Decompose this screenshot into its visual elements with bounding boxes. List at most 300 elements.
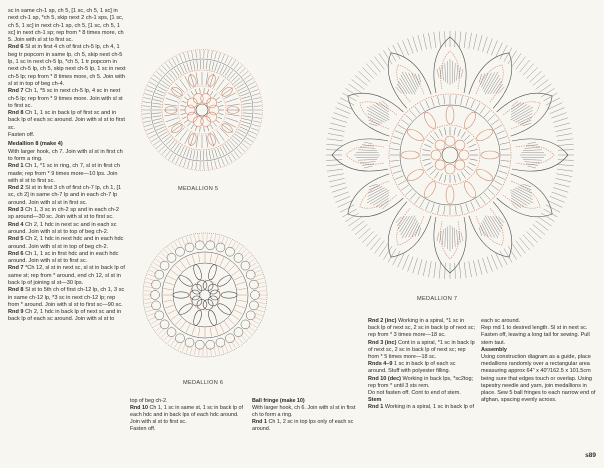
stitch-mark	[214, 235, 215, 243]
stitch-mark	[426, 100, 430, 108]
petal-stitch	[373, 195, 390, 205]
stitch-mark	[212, 150, 214, 159]
chain-loop	[155, 270, 164, 279]
stitch-mark	[333, 192, 348, 197]
chain-loop	[234, 328, 243, 337]
stitch-mark	[222, 88, 233, 96]
petal-stitch	[523, 182, 531, 188]
stitch-mark	[223, 146, 228, 154]
stitch-mark	[497, 176, 505, 180]
petal-stitch	[378, 102, 389, 109]
stitch-mark	[143, 98, 151, 100]
popcorn-stitch	[446, 186, 454, 204]
stitch-mark	[180, 65, 184, 73]
stitch-mark	[226, 118, 238, 122]
stitch-mark	[234, 151, 239, 157]
stitch-mark	[153, 119, 162, 121]
stitch-mark	[253, 102, 261, 103]
stitch-mark	[244, 141, 250, 146]
popcorn-oval	[177, 274, 194, 289]
petal-stitch	[457, 230, 458, 246]
stitch-mark	[332, 187, 347, 192]
popcorn-stitch	[216, 302, 233, 317]
stitch-mark	[434, 172, 438, 179]
petal-stitch	[454, 228, 455, 247]
stitch-mark	[398, 181, 406, 186]
petal-stitch	[360, 162, 376, 163]
popcorn-oval	[422, 180, 438, 200]
stitch-mark	[192, 255, 195, 264]
instruction-text: sc in same ch-1 sp, ch 5, [1 sc, ch 5, 1 sc] in next ch-1 sp, *ch 5, skip next 2 ch-1 sps, [1 sc, ch 5, 1 sc] in next ch-1 sp, ch 5, [1 sc, ch 5, 1 sc] in next ch-1 sp; rep from * 8 times more, ch 5. Join with sl st to first sc.	[8, 8, 124, 44]
stitch-mark	[418, 259, 422, 274]
stitch-mark	[470, 150, 478, 152]
popcorn-oval	[207, 309, 218, 326]
stitch-mark	[217, 148, 220, 156]
stitch-mark	[158, 329, 164, 334]
stitch-mark	[224, 261, 229, 268]
stitch-mark	[239, 68, 245, 74]
stitch-mark	[159, 68, 165, 74]
stitch-mark	[415, 106, 420, 113]
stitch-mark	[558, 144, 574, 145]
row-text: Ch 1, 1 sc in same st, 1 sc in back lp of each hdc and in back lps of each hdc around. Join with sl st to first sc.	[130, 405, 243, 425]
stitch-mark	[256, 310, 264, 312]
petal-stitch	[360, 147, 376, 148]
stitch-mark	[251, 89, 259, 92]
stitch-mark	[164, 300, 173, 301]
stitch-mark	[151, 266, 158, 270]
stitch-mark	[395, 131, 403, 135]
stitch-mark	[558, 164, 574, 165]
stitch-mark	[238, 337, 243, 343]
stitch-mark	[187, 160, 189, 168]
instruction-row	[130, 405, 246, 426]
instruction-row	[368, 376, 475, 390]
stitch-mark	[175, 265, 181, 271]
stitch-mark	[254, 106, 262, 107]
stitch-mark	[533, 75, 545, 85]
stitch-mark	[366, 64, 377, 76]
stitch-mark	[469, 33, 472, 49]
stitch-mark	[375, 241, 385, 254]
petal	[467, 201, 523, 266]
stitch-mark	[439, 263, 440, 279]
stitch-mark	[461, 96, 463, 105]
stitch-mark	[210, 254, 211, 263]
stitch-mark	[176, 157, 180, 164]
popcorn-stitch	[446, 106, 454, 124]
stitch-mark	[467, 139, 474, 143]
stitch-mark	[526, 67, 537, 78]
row-label: Rnd 6	[8, 44, 24, 51]
petal-stitch	[399, 78, 409, 95]
stitch-mark	[243, 332, 249, 338]
stitch-mark	[217, 79, 225, 90]
row-text: Ch 1, *5 sc in next ch-5 lp, 4 sc in next ch-5 lp; rep from * 9 times more. Join with sl st to first sc.	[8, 88, 123, 109]
stitch-mark	[213, 132, 219, 144]
stitch-mark	[168, 310, 176, 314]
stitch-mark	[207, 126, 209, 131]
popcorn-oval	[462, 180, 478, 200]
stitch-mark	[168, 153, 172, 160]
stitch-mark	[246, 256, 252, 261]
petal-stitch	[523, 122, 531, 128]
popcorn-stitch	[177, 274, 194, 289]
row-label: Rnd 1	[252, 419, 267, 425]
stitch-mark	[204, 127, 205, 132]
stitch-mark	[553, 187, 568, 192]
instruction-row	[8, 110, 126, 132]
stitch-mark	[217, 64, 220, 72]
stitch-mark	[551, 192, 566, 197]
row-label: Rnd 8	[8, 110, 24, 117]
chain-loop	[249, 280, 258, 289]
stitch-round	[143, 233, 267, 357]
stitch-mark	[238, 87, 246, 91]
stitch-mark	[431, 204, 434, 213]
stitch-mark	[461, 205, 463, 214]
stitch-mark	[491, 255, 497, 270]
petal-stitch	[511, 195, 528, 205]
stitch-mark	[257, 287, 265, 288]
chain-loop	[206, 241, 215, 250]
section-heading: Stem	[368, 397, 382, 404]
stitch-mark	[459, 31, 460, 47]
stitch-mark	[216, 120, 220, 123]
petal-stitch	[523, 150, 542, 151]
stitch-mark	[146, 89, 154, 92]
petal-stitch	[364, 166, 373, 168]
stitch-mark	[500, 143, 509, 145]
stitch-mark	[526, 231, 537, 242]
stitch-mark	[210, 328, 211, 337]
stitch-mark	[182, 101, 187, 103]
stitch-mark	[143, 102, 151, 103]
row-label: Rnd 7	[8, 88, 24, 95]
petal-stitch	[454, 63, 455, 82]
row-text: Ch 1, *1 sc in ring, ch 7, sl st in first ch made; rep from * 9 times more—10 lps. Join with sl st to first sc.	[8, 163, 120, 184]
popcorn-stitch	[475, 167, 495, 183]
chain-loop	[176, 247, 185, 256]
bottom-column-a	[130, 398, 246, 433]
instruction-row	[8, 222, 126, 237]
stitch-mark	[166, 98, 178, 102]
stitch-mark	[370, 238, 380, 250]
stitch-mark	[439, 31, 440, 47]
instruction-row	[8, 163, 126, 185]
stitch-mark	[155, 124, 163, 127]
stitch-mark	[458, 129, 461, 136]
popcorn-stitch	[422, 180, 438, 200]
stitch-mark	[488, 189, 495, 195]
stitch-mark	[464, 32, 466, 48]
stitch-mark	[172, 58, 176, 65]
stitch-mark	[413, 258, 418, 273]
stitch-mark	[393, 171, 402, 174]
chain-loop	[195, 340, 204, 349]
instruction-text: With larger hook, ch 6. Join with sl st in first ch to form a ring.	[252, 405, 356, 418]
chain-loop	[185, 338, 194, 347]
stitch-mark	[415, 196, 420, 203]
stitch-mark	[215, 160, 217, 168]
petal-stitch	[511, 104, 528, 114]
stitch-mark	[410, 193, 416, 200]
petal-stitch	[373, 104, 390, 114]
stitch-mark	[246, 329, 252, 334]
petal-stitch	[402, 72, 415, 95]
chain-loop	[209, 105, 219, 115]
stitch-mark	[401, 120, 408, 125]
stitch-mark	[190, 61, 192, 70]
stitch-mark	[424, 163, 431, 166]
page-number: s89	[585, 452, 596, 459]
stitch-mark	[461, 132, 465, 139]
petal-stitch	[498, 86, 504, 94]
instruction-row	[8, 88, 126, 110]
row-text: Working in a spiral, 1 sc in back lp of	[384, 404, 474, 411]
stitch-mark	[469, 261, 472, 277]
instruction-row	[8, 287, 126, 309]
stitch-mark	[398, 125, 406, 130]
stitch-mark	[558, 150, 574, 151]
stitch-mark	[424, 144, 431, 147]
stitch-mark	[154, 96, 163, 98]
stitch-mark	[332, 118, 347, 123]
stitch-mark	[466, 98, 469, 107]
stitch-mark	[153, 75, 159, 80]
stitch-mark	[243, 253, 249, 259]
instruction-row	[252, 419, 360, 433]
stitch-mark	[151, 78, 158, 82]
stitch-mark	[235, 244, 239, 251]
stitch-mark	[227, 104, 240, 106]
stitch-mark	[467, 166, 474, 170]
stitch-mark	[554, 183, 569, 187]
instruction-text: each sc around.	[481, 318, 521, 324]
row-text: Ch 1, 3 sc in ch-2 sp and in each ch-2 sp around—30 sc. Join with sl st to first sc.	[8, 207, 120, 221]
row-text: Ch 2, 1 hdc in next sc and in each sc around. Join with sl st to top of beg ch-2.	[8, 221, 117, 235]
stitch-mark	[220, 147, 224, 155]
popcorn-stitch	[406, 127, 426, 143]
stitch-mark	[146, 278, 154, 280]
stitch-mark	[152, 107, 161, 108]
row-label: Rnd 2	[8, 185, 24, 192]
stitch-mark	[146, 310, 154, 312]
stitch-mark	[156, 90, 164, 94]
stitch-mark	[237, 65, 242, 71]
stitch-mark	[153, 263, 160, 267]
chain-loop	[152, 301, 161, 310]
stitch-mark	[162, 149, 167, 155]
stitch-mark	[197, 151, 198, 160]
stitch-mark	[405, 115, 412, 121]
petal-stitch	[511, 101, 519, 107]
popcorn-oval	[216, 302, 233, 317]
stitch-mark	[423, 34, 426, 50]
stitch-mark	[145, 287, 153, 288]
stitch-mark	[175, 318, 181, 324]
stitch-mark	[254, 114, 262, 115]
stitch-mark	[237, 132, 245, 137]
stitch-mark	[180, 261, 185, 268]
stitch-mark	[178, 343, 182, 350]
stitch-mark	[557, 169, 573, 171]
chain-loop	[455, 140, 465, 150]
petal-stitch	[367, 190, 390, 203]
stitch-mark	[180, 105, 185, 106]
stitch-mark	[195, 126, 197, 131]
petal	[377, 201, 433, 266]
stitch-mark	[252, 320, 259, 324]
stitch-mark	[238, 129, 246, 133]
stitch-mark	[171, 270, 178, 275]
stitch-mark	[144, 299, 152, 300]
stitch-mark	[500, 251, 507, 265]
stitch-mark	[423, 150, 431, 152]
chain-loop	[190, 290, 200, 300]
popcorn-oval	[475, 167, 495, 183]
stitch-mark	[428, 261, 431, 277]
petal-stitch	[511, 107, 534, 120]
stitch-mark	[239, 146, 245, 152]
chain-loop	[176, 334, 185, 343]
stitch-mark	[225, 238, 228, 245]
stitch-mark	[491, 40, 497, 55]
stitch-mark	[555, 178, 571, 181]
stitch-mark	[252, 124, 260, 126]
stitch-mark	[519, 238, 529, 250]
stitch-mark	[218, 159, 220, 167]
stitch-mark	[461, 172, 465, 179]
stitch-mark	[219, 105, 224, 106]
stitch-mark	[180, 130, 188, 141]
stitch-mark	[160, 132, 168, 137]
stitch-mark	[326, 144, 342, 145]
row-text: Ch 2, 1 hdc in back lp of next sc and in back lp of each sc around. Join with sl st to	[8, 309, 122, 323]
row-label: Rnd 10 (dec)	[368, 375, 402, 382]
stitch-mark	[148, 274, 156, 277]
stitch-mark	[149, 270, 156, 273]
instruction-text: Fasten off.	[130, 426, 156, 432]
stitch-mark	[329, 128, 345, 131]
stitch-mark	[149, 134, 156, 138]
section-heading: Assembly	[481, 346, 507, 353]
stitch-mark	[215, 62, 218, 71]
popcorn-oval	[173, 292, 189, 298]
stitch-mark	[182, 117, 187, 119]
row-label: Rnd 4	[8, 221, 24, 228]
stitch-mark	[403, 255, 409, 270]
stitch-mark	[226, 98, 238, 102]
stitch-mark	[326, 150, 342, 151]
section-heading: Medallion 8 (make 4)	[8, 141, 63, 148]
stitch-mark	[366, 235, 377, 247]
stitch-mark	[240, 334, 245, 340]
chain-loop	[206, 340, 215, 349]
medallion-7-diagram	[323, 28, 577, 282]
stitch-mark	[165, 63, 170, 69]
stitch-mark	[482, 37, 487, 52]
stitch-mark	[143, 121, 151, 123]
petal-stitch	[396, 216, 402, 224]
petal-stitch	[461, 233, 463, 242]
stitch-mark	[258, 291, 266, 292]
stitch-round	[162, 252, 248, 338]
stitch-mark	[228, 240, 232, 247]
stitch-mark	[250, 323, 257, 327]
stitch-mark	[241, 124, 249, 127]
petal-stitch	[498, 216, 504, 224]
stitch-mark	[177, 67, 182, 75]
petal-stitch	[437, 233, 439, 242]
popcorn-stitch	[462, 180, 478, 200]
petal-stitch	[523, 159, 542, 160]
stitch-mark	[546, 205, 560, 212]
popcorn-oval	[462, 111, 478, 131]
stitch-mark	[204, 88, 205, 93]
stitch-mark	[198, 254, 199, 263]
stitch-mark	[423, 260, 426, 276]
stitch-mark	[228, 58, 232, 65]
stitch-mark	[167, 337, 172, 343]
stitch-mark	[556, 174, 572, 177]
instruction-text: top of beg ch-2.	[130, 398, 168, 404]
stitch-mark	[154, 121, 163, 123]
stitch-mark	[487, 38, 492, 53]
stitch-mark	[390, 149, 399, 150]
stitch-mark	[530, 228, 542, 239]
stitch-mark	[213, 94, 216, 98]
chain-loop	[445, 136, 455, 146]
stitch-mark	[484, 193, 490, 200]
stitch-round	[173, 263, 237, 327]
stitch-mark	[164, 114, 177, 116]
row-text: Ch 1, 2 sc in top lps only of each sc around.	[252, 419, 354, 432]
stitch-mark	[488, 115, 495, 121]
stitch-mark	[152, 116, 161, 117]
stitch-mark	[410, 110, 416, 117]
stitch-mark	[242, 100, 251, 102]
stitch-mark	[164, 334, 169, 340]
stitch-mark	[454, 175, 456, 183]
stitch-mark	[168, 276, 176, 280]
stitch-mark	[459, 263, 460, 279]
popcorn-oval	[446, 106, 454, 124]
stitch-mark	[352, 221, 365, 231]
stitch-mark	[231, 60, 235, 67]
stitch-mark	[248, 134, 255, 138]
popcorn-stitch	[406, 167, 426, 183]
petal-stitch	[477, 228, 483, 236]
stitch-mark	[458, 173, 461, 180]
stitch-mark	[333, 113, 348, 118]
chain-loop	[155, 311, 164, 320]
stitch-mark	[183, 159, 185, 167]
petal-stitch	[528, 166, 537, 168]
petal-stitch	[381, 101, 389, 107]
popcorn-oval	[221, 292, 237, 298]
stitch-mark	[176, 56, 180, 63]
stitch-mark	[196, 50, 197, 58]
stitch-mark	[500, 45, 507, 59]
stitch-mark	[370, 60, 380, 72]
stitch-mark	[499, 171, 508, 174]
instruction-row	[8, 309, 126, 324]
stitch-mark	[218, 53, 220, 61]
stitch-mark	[494, 125, 502, 130]
stitch-mark	[146, 128, 154, 131]
instruction-row	[8, 236, 126, 251]
